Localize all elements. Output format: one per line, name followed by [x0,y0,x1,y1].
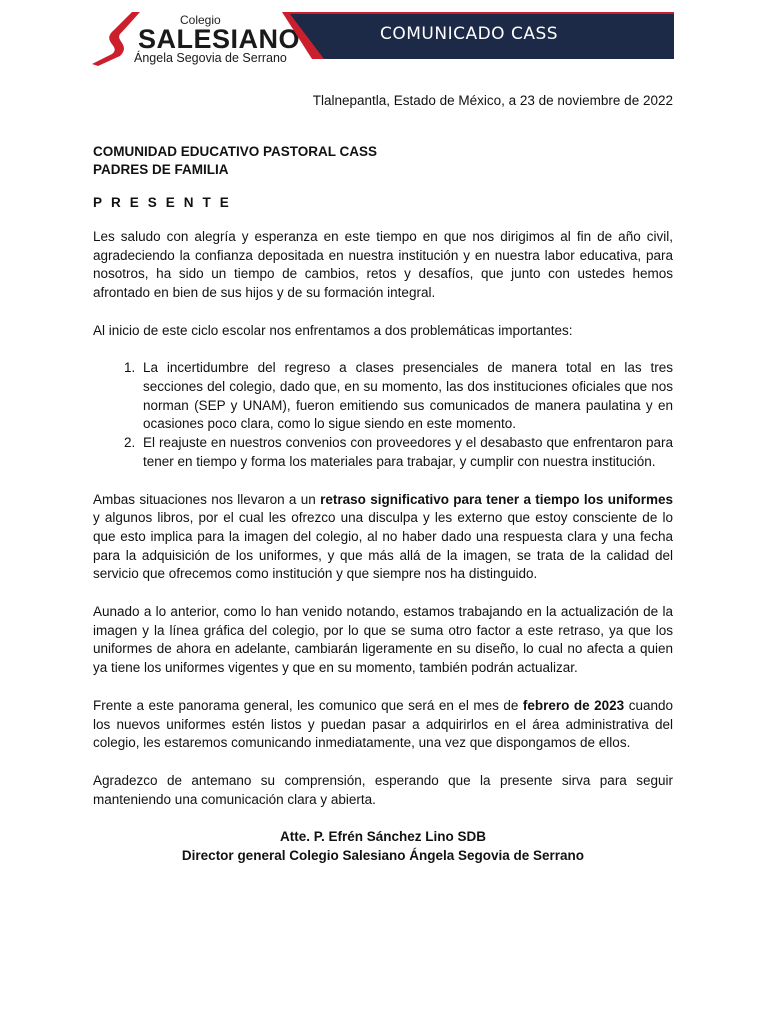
paragraph-delay [93,491,673,585]
list-item: 1. La incertidumbre del regreso a clases presenciales de manera total en las tres secciones del colegio, dado que, en su momento, las dos instituciones oficiales que nos norman (SEP y UNAM), fueron emitiendo sus comunicados de manera paulatina y en ocasiones poco clara, como lo sigue siendo en este momento. [139,359,673,434]
letter-date: Tlalnepantla, Estado de México, a 23 de noviembre de 2022 [312,93,673,108]
logo-subtitle: Ángela Segovia de Serrano [134,51,287,65]
list-item: 2. El reajuste en nuestros convenios con proveedores y el desabasto que enfrentaron para tener en tiempo y forma los materiales para trabajar, y cumplir con nuestra institución. [139,434,673,471]
paragraph-image-update: Aunado a lo anterior, como lo han venido notando, estamos trabajando en la actualización de la imagen y la línea gráfica del colegio, por lo que se suma otro factor a este retraso, ya que los uniformes de ahora en adelante, cambiarán ligeramente en su diseño, lo cual no afecta a quien ya tiene los uniformes vigentes y que en su momento, también podrán actualizar. [93,604,673,676]
paragraph-delay-start: Ambas situaciones nos llevaron a un [93,491,321,507]
signature-name: Atte. P. Efrén Sánchez Lino SDB [279,829,487,845]
paragraph-date-start: Frente a este panorama general, les comunico que será en el mes de [93,697,523,713]
paragraph-date-announcement [93,697,673,753]
problems-list [93,359,673,471]
signature-title: Director general Colegio Salesiano Ángela Segovia de Serrano [181,848,585,864]
logo-school-name: SALESIANO [138,24,301,54]
paragraph-thanks: Agradezco de antemano su comprensión, esperando que la presente sirva para seguir manteniendo una comunicación clara y abierta. [93,772,673,807]
paragraph-problems-intro: Al inicio de este ciclo escolar nos enfrentamos a dos problemáticas importantes: [93,322,573,338]
logo-small-text: Colegio [180,13,221,27]
presente-heading: PRESENTE [93,195,238,211]
recipient-line-1: COMUNIDAD EDUCATIVO PASTORAL CASS [93,143,378,159]
letterhead [0,0,768,80]
recipient-line-2: PADRES DE FAMILIA [93,162,229,178]
banner-title: COMUNICADO CASS [380,24,559,44]
paragraph-date-end: cuando los nuevos uniformes estén listos y puedan pasar a adquirirlos en el área administrativa del colegio, les estaremos comunicando inmediatamente, una vez que dispongamos de ellos. [93,697,673,751]
paragraph-greeting: Les saludo con alegría y esperanza en este tiempo en que nos dirigimos al fin de año civil, agradeciendo la confianza depositada en nuestra institución y en nuestra labor educativa, para nosotros, ha sido un tiempo de cambios, retos y desafíos, que junto con ustedes hemos afrontado en bien de sus hijos y de su formación integral. [93,228,673,300]
letter-body [93,92,673,866]
date-highlight: febrero de 2023 [522,697,625,713]
paragraph-delay-end: y algunos libros, por el cual les ofrezco una disculpa y les externo que estoy consciente de lo que esto implica para la imagen del colegio, al no haber dado una respuesta clara y una fecha para la adquisición de los uniformes, y que más allá de la imagen, se trata de la calidad del servicio que ofrecemos como institución y que siempre nos ha distinguido. [93,510,673,582]
delay-highlight: retraso significativo para tener a tiempo los uniformes [320,491,673,507]
